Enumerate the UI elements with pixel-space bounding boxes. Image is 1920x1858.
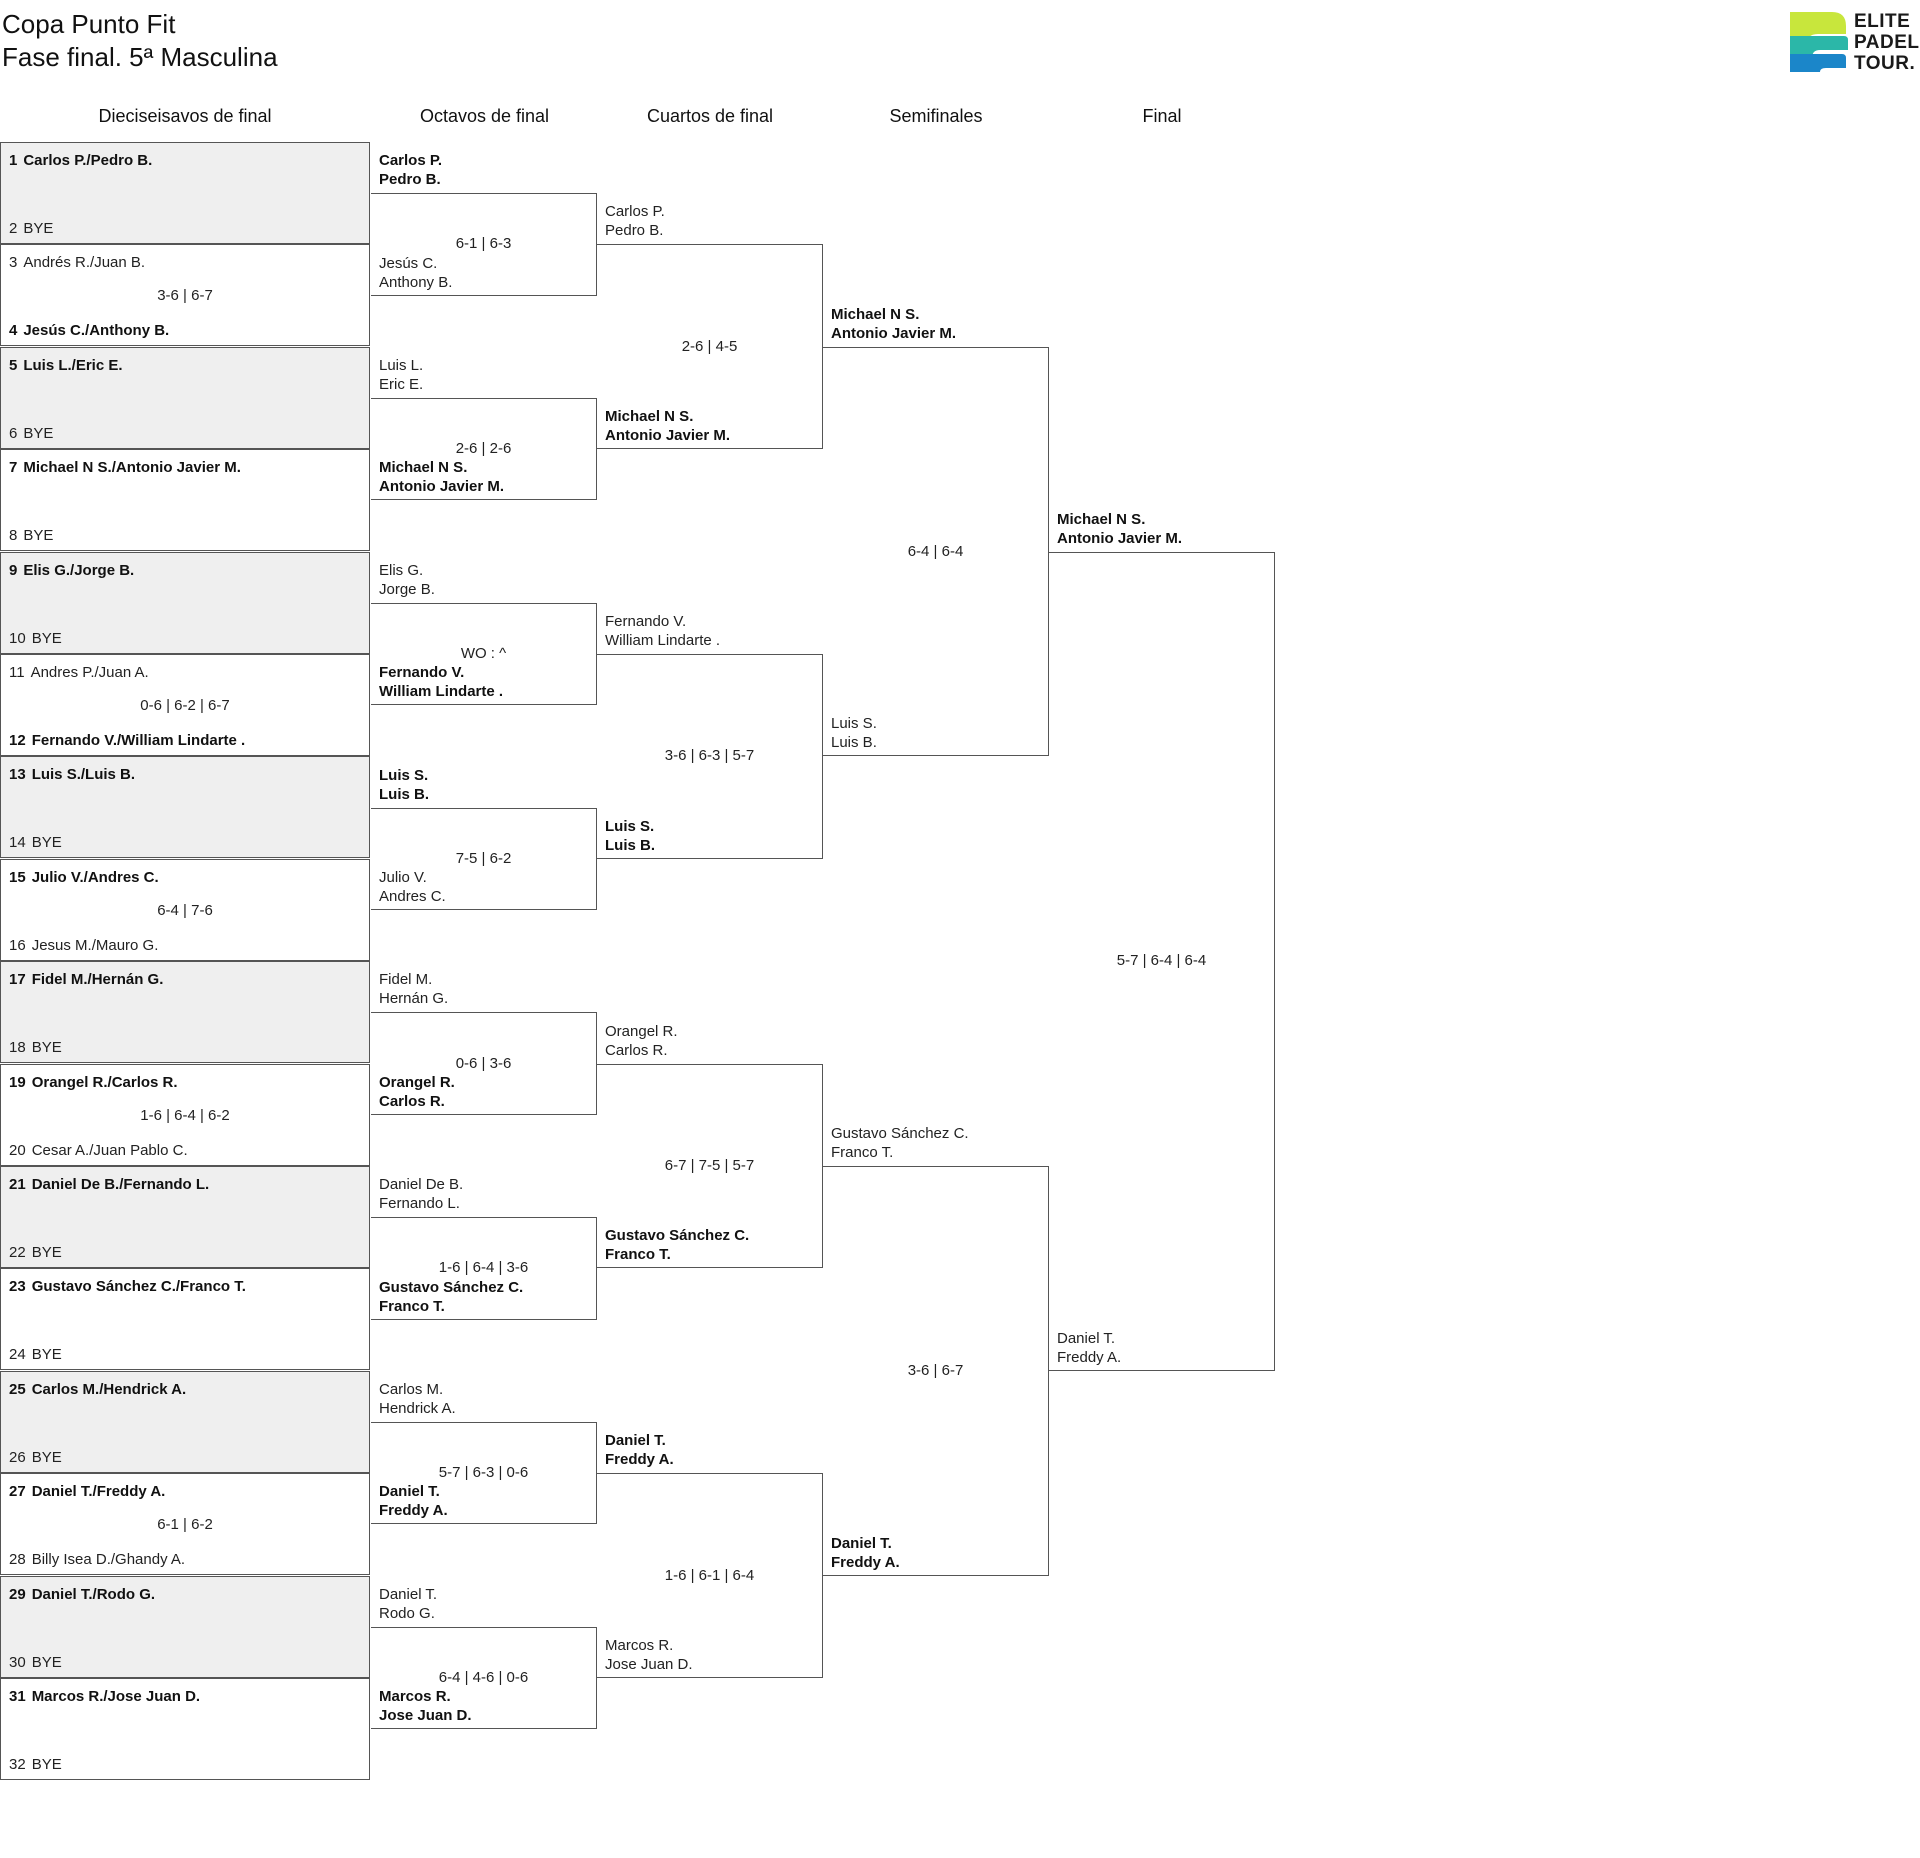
player-name: Luis B. xyxy=(379,785,430,803)
team-name: BYE xyxy=(23,424,54,442)
match-score: 0-6 | 3-6 xyxy=(455,1054,512,1072)
seed-number: 26 xyxy=(9,1448,26,1466)
match-score: 6-1 | 6-2 xyxy=(157,1516,213,1534)
r32-team-bottom xyxy=(9,425,53,442)
seed-number: 4 xyxy=(9,322,18,340)
team-name: BYE xyxy=(31,834,62,852)
team-name: BYE xyxy=(31,1244,62,1261)
match-score: 6-4 | 6-4 xyxy=(907,542,964,560)
team-entry-top xyxy=(831,1124,969,1162)
team-name: BYE xyxy=(31,1039,62,1057)
team-entry-top xyxy=(379,356,423,394)
team-entry-top xyxy=(379,1585,437,1623)
match-score: 2-6 | 2-6 xyxy=(455,440,512,458)
player-name: Freddy A. xyxy=(1057,1348,1122,1366)
team-name: Carlos M./Hendrick A. xyxy=(31,1380,187,1398)
team-entry-bottom xyxy=(1057,1329,1121,1367)
player-name: Antonio Javier M. xyxy=(1057,529,1183,547)
player-name: William Lindarte . xyxy=(605,632,721,649)
team-entry-bottom xyxy=(379,1073,455,1111)
seed-number: 8 xyxy=(9,527,18,545)
r32-team-bottom xyxy=(9,1244,62,1261)
player-name: Daniel T. xyxy=(379,1585,438,1603)
team-name: Daniel T./Freddy A. xyxy=(31,1483,166,1501)
r32-team-bottom xyxy=(9,1551,185,1568)
r32-match xyxy=(0,859,370,961)
team-entry-bottom xyxy=(379,663,503,701)
round-header-quarterfinals: Cuartos de final xyxy=(646,106,774,126)
team-name: Michael N S./Antonio Javier M. xyxy=(23,459,241,477)
player-name: Fernando L. xyxy=(379,1195,460,1213)
team-entry-bottom xyxy=(831,1534,900,1572)
player-name: Michael N S. xyxy=(831,305,920,323)
round-header-r32: Dieciseisavos de final xyxy=(98,106,272,126)
player-name: Freddy A. xyxy=(379,1502,448,1520)
player-name: Michael N S. xyxy=(605,408,694,426)
team-entry-bottom xyxy=(605,1226,749,1264)
r32-team-top xyxy=(9,459,241,476)
seed-number: 2 xyxy=(9,220,18,237)
tournament-title: Copa Punto Fit xyxy=(2,9,176,39)
match-score: 3-6 | 6-7 xyxy=(157,287,213,305)
player-name: Jose Juan D. xyxy=(605,1656,693,1673)
player-name: Antonio Javier M. xyxy=(379,478,505,496)
seed-number: 20 xyxy=(9,1141,26,1159)
r32-team-top xyxy=(9,869,159,886)
team-name: BYE xyxy=(23,220,54,237)
r32-match xyxy=(0,142,370,244)
team-entry-bottom xyxy=(379,1687,472,1725)
r32-match xyxy=(0,1166,370,1268)
match-score: 0-6 | 6-2 | 6-7 xyxy=(140,697,230,714)
match-score: 3-6 | 6-7 xyxy=(907,1361,964,1379)
player-name: Hernán G. xyxy=(379,990,449,1008)
seed-number: 21 xyxy=(9,1176,26,1193)
player-name: Hendrick A. xyxy=(379,1400,456,1417)
seed-number: 27 xyxy=(9,1483,26,1501)
logo-wordmark xyxy=(1854,11,1919,74)
team-name: Daniel T./Rodo G. xyxy=(31,1585,156,1603)
r32-team-bottom xyxy=(9,1039,62,1056)
player-name: Marcos R. xyxy=(605,1637,674,1654)
team-name: Jesús C./Anthony B. xyxy=(23,322,170,340)
team-name: Jesus M./Mauro G. xyxy=(31,936,159,954)
match-score: 6-1 | 6-3 xyxy=(455,235,512,253)
player-name: Luis B. xyxy=(831,734,877,752)
player-name: Luis S. xyxy=(831,715,877,733)
r32-team-top xyxy=(9,1688,200,1705)
team-entry-top xyxy=(379,1380,456,1418)
r32-team-top xyxy=(9,971,163,988)
r32-team-bottom xyxy=(9,527,53,544)
team-name: BYE xyxy=(31,1653,62,1671)
r32-match xyxy=(0,244,370,346)
team-entry-bottom xyxy=(605,407,730,445)
r32-team-top xyxy=(9,562,134,579)
team-entry-top xyxy=(605,1431,674,1469)
team-name: BYE xyxy=(23,527,54,545)
team-entry-top xyxy=(605,1022,678,1060)
seed-number: 17 xyxy=(9,971,26,989)
seed-number: 11 xyxy=(9,664,25,681)
team-name: Cesar A./Juan Pablo C. xyxy=(31,1141,188,1159)
r32-team-bottom xyxy=(9,937,158,954)
team-name: Elis G./Jorge B. xyxy=(23,561,135,579)
player-name: Franco T. xyxy=(831,1144,894,1161)
r32-team-top xyxy=(9,1278,246,1295)
player-name: Anthony B. xyxy=(379,273,453,291)
round-header-final: Final xyxy=(1142,106,1182,126)
player-name: Michael N S. xyxy=(1057,510,1146,528)
player-name: Andres C. xyxy=(379,888,446,905)
player-name: Eric E. xyxy=(379,376,424,393)
r32-team-bottom xyxy=(9,220,53,237)
semifinals-match xyxy=(823,347,1049,757)
phase-subtitle: Fase final. 5ª Masculina xyxy=(2,42,278,72)
seed-number: 22 xyxy=(9,1244,26,1261)
player-name: Antonio Javier M. xyxy=(605,427,731,445)
logo-line-1: ELITE xyxy=(1854,11,1911,32)
r32-match xyxy=(0,1678,370,1780)
r32-team-bottom xyxy=(9,1449,62,1466)
seed-number: 29 xyxy=(9,1585,26,1603)
semifinals-match xyxy=(823,1166,1049,1576)
seed-number: 30 xyxy=(9,1653,26,1671)
seed-number: 28 xyxy=(9,1551,26,1569)
r32-team-bottom xyxy=(9,732,245,749)
team-name: Andres P./Juan A. xyxy=(30,664,149,681)
r32-team-bottom xyxy=(9,1346,62,1363)
match-score: 1-6 | 6-4 | 6-2 xyxy=(140,1106,230,1124)
seed-number: 5 xyxy=(9,356,18,374)
team-entry-bottom xyxy=(379,254,452,292)
team-entry-top xyxy=(379,151,442,189)
player-name: Luis S. xyxy=(379,766,429,784)
seed-number: 9 xyxy=(9,561,18,579)
r32-team-top xyxy=(9,254,145,271)
team-entry-top xyxy=(605,612,720,650)
seed-number: 12 xyxy=(9,732,26,749)
r32-match xyxy=(0,756,370,858)
r32-match xyxy=(0,1473,370,1575)
team-name: Andrés R./Juan B. xyxy=(23,254,146,272)
seed-number: 15 xyxy=(9,868,26,886)
player-name: Freddy A. xyxy=(831,1553,900,1571)
r32-match xyxy=(0,552,370,654)
team-name: Fernando V./William Lindarte . xyxy=(31,732,246,749)
team-entry-bottom xyxy=(379,458,504,496)
player-name: Luis B. xyxy=(605,836,656,854)
player-name: Marcos R. xyxy=(379,1688,451,1706)
match-score: 7-5 | 6-2 xyxy=(455,849,512,867)
player-name: Carlos P. xyxy=(605,203,665,221)
r32-match xyxy=(0,1576,370,1678)
player-name: Fidel M. xyxy=(379,971,433,989)
player-name: Pedro B. xyxy=(379,171,441,189)
r32-match xyxy=(0,961,370,1063)
seed-number: 10 xyxy=(9,629,26,647)
match-score: 6-7 | 7-5 | 5-7 xyxy=(664,1156,755,1174)
r32-team-bottom xyxy=(9,1142,188,1159)
r32-team-top xyxy=(9,664,149,681)
player-name: Daniel De B. xyxy=(379,1176,464,1194)
r32-team-top xyxy=(9,1176,209,1193)
match-score: 6-4 | 7-6 xyxy=(157,901,213,919)
team-name: Julio V./Andres C. xyxy=(31,868,159,886)
r32-team-top xyxy=(9,766,135,783)
r32-team-bottom xyxy=(9,1654,62,1671)
logo-line-3: TOUR. xyxy=(1854,53,1916,74)
player-name: Rodo G. xyxy=(379,1604,435,1622)
elite-padel-tour-logo xyxy=(1786,8,1920,78)
player-name: Julio V. xyxy=(379,869,427,886)
seed-number: 18 xyxy=(9,1039,26,1057)
r32-team-top xyxy=(9,1586,155,1603)
team-name: Billy Isea D./Ghandy A. xyxy=(31,1551,186,1569)
team-entry-top xyxy=(379,561,435,599)
player-name: Gustavo Sánchez C. xyxy=(605,1227,750,1245)
r32-team-top xyxy=(9,1381,186,1398)
seed-number: 16 xyxy=(9,936,26,954)
r32-team-bottom xyxy=(9,322,169,339)
r32-team-top xyxy=(9,357,123,374)
seed-number: 7 xyxy=(9,459,18,477)
player-name: Luis S. xyxy=(605,817,655,835)
player-name: Gustavo Sánchez C. xyxy=(831,1125,969,1142)
team-entry-bottom xyxy=(831,714,877,752)
seed-number: 32 xyxy=(9,1756,26,1773)
player-name: Daniel T. xyxy=(1057,1329,1116,1347)
player-name: Franco T. xyxy=(379,1297,445,1315)
team-name: BYE xyxy=(31,629,62,647)
team-entry-top xyxy=(379,970,448,1008)
player-name: Antonio Javier M. xyxy=(831,324,957,342)
player-name: Carlos R. xyxy=(605,1041,668,1059)
team-entry-top xyxy=(379,766,429,804)
team-name: Fidel M./Hernán G. xyxy=(31,971,164,989)
player-name: Orangel R. xyxy=(605,1022,678,1040)
match-score: 6-4 | 4-6 | 0-6 xyxy=(438,1668,529,1686)
match-score: 3-6 | 6-3 | 5-7 xyxy=(664,747,755,765)
round-header-r16: Octavos de final xyxy=(419,106,550,126)
player-name: Daniel T. xyxy=(605,1432,666,1450)
team-entry-bottom xyxy=(379,1278,523,1316)
r32-team-top xyxy=(9,152,152,169)
player-name: Fernando V. xyxy=(379,664,465,682)
seed-number: 3 xyxy=(9,254,18,272)
team-name: Daniel De B./Fernando L. xyxy=(31,1176,210,1193)
player-name: Jose Juan D. xyxy=(379,1707,472,1725)
player-name: Michael N S. xyxy=(379,459,468,477)
seed-number: 31 xyxy=(9,1688,26,1705)
team-name: Carlos P./Pedro B. xyxy=(23,152,153,169)
r32-match xyxy=(0,1064,370,1166)
player-name: Carlos R. xyxy=(379,1092,445,1110)
r32-team-bottom xyxy=(9,630,62,647)
player-name: Jesús C. xyxy=(379,254,438,272)
player-name: Orangel R. xyxy=(379,1073,455,1091)
seed-number: 6 xyxy=(9,424,18,442)
r32-team-top xyxy=(9,1074,178,1091)
team-entry-top xyxy=(379,1175,463,1213)
r32-match xyxy=(0,347,370,449)
logo-line-2: PADEL xyxy=(1854,32,1920,53)
player-name: Daniel T. xyxy=(831,1534,892,1552)
match-score: 5-7 | 6-3 | 0-6 xyxy=(438,1464,529,1482)
seed-number: 25 xyxy=(9,1380,26,1398)
player-name: Gustavo Sánchez C. xyxy=(379,1278,524,1296)
team-entry-top xyxy=(831,305,956,343)
r32-match xyxy=(0,449,370,551)
r32-match xyxy=(0,1268,370,1370)
seed-number: 23 xyxy=(9,1278,26,1296)
player-name: Carlos M. xyxy=(379,1381,444,1398)
r32-team-top xyxy=(9,1483,165,1500)
player-name: Jorge B. xyxy=(379,580,435,598)
seed-number: 1 xyxy=(9,152,18,169)
player-name: Elis G. xyxy=(379,561,424,579)
player-name: Fernando V. xyxy=(605,613,687,630)
player-name: Daniel T. xyxy=(379,1483,440,1501)
r32-team-bottom xyxy=(9,1756,62,1773)
seed-number: 13 xyxy=(9,766,26,784)
seed-number: 19 xyxy=(9,1073,26,1091)
team-entry-bottom xyxy=(605,1636,693,1674)
player-name: Pedro B. xyxy=(605,222,664,240)
seed-number: 24 xyxy=(9,1346,26,1364)
logo-mark-icon xyxy=(1786,10,1850,76)
team-name: Luis S./Luis B. xyxy=(31,766,136,784)
team-entry-bottom xyxy=(605,817,655,855)
player-name: Luis L. xyxy=(379,357,424,374)
seed-number: 14 xyxy=(9,834,26,852)
team-name: Gustavo Sánchez C./Franco T. xyxy=(31,1278,246,1296)
team-name: BYE xyxy=(31,1756,62,1773)
player-name: William Lindarte . xyxy=(379,683,504,701)
r32-match xyxy=(0,654,370,756)
team-name: Luis L./Eric E. xyxy=(23,356,123,374)
round-header-semifinals: Semifinales xyxy=(889,106,983,126)
match-score: 1-6 | 6-1 | 6-4 xyxy=(664,1566,755,1584)
r32-team-bottom xyxy=(9,834,62,851)
final-match xyxy=(1049,552,1275,1371)
team-name: BYE xyxy=(31,1448,62,1466)
team-entry-top xyxy=(1057,510,1182,548)
team-entry-bottom xyxy=(379,1482,448,1520)
team-name: Marcos R./Jose Juan D. xyxy=(31,1688,201,1705)
team-name: BYE xyxy=(31,1346,62,1364)
match-score: 2-6 | 4-5 xyxy=(681,337,738,355)
team-name: Orangel R./Carlos R. xyxy=(31,1073,178,1091)
match-score: 1-6 | 6-4 | 3-6 xyxy=(438,1259,529,1277)
match-score: WO : ^ xyxy=(460,644,507,662)
player-name: Franco T. xyxy=(605,1246,671,1264)
player-name: Carlos P. xyxy=(379,152,443,170)
team-entry-bottom xyxy=(379,868,446,906)
player-name: Freddy A. xyxy=(605,1451,674,1469)
r32-match xyxy=(0,1371,370,1473)
team-entry-top xyxy=(605,202,665,240)
match-score: 5-7 | 6-4 | 6-4 xyxy=(1116,952,1207,970)
